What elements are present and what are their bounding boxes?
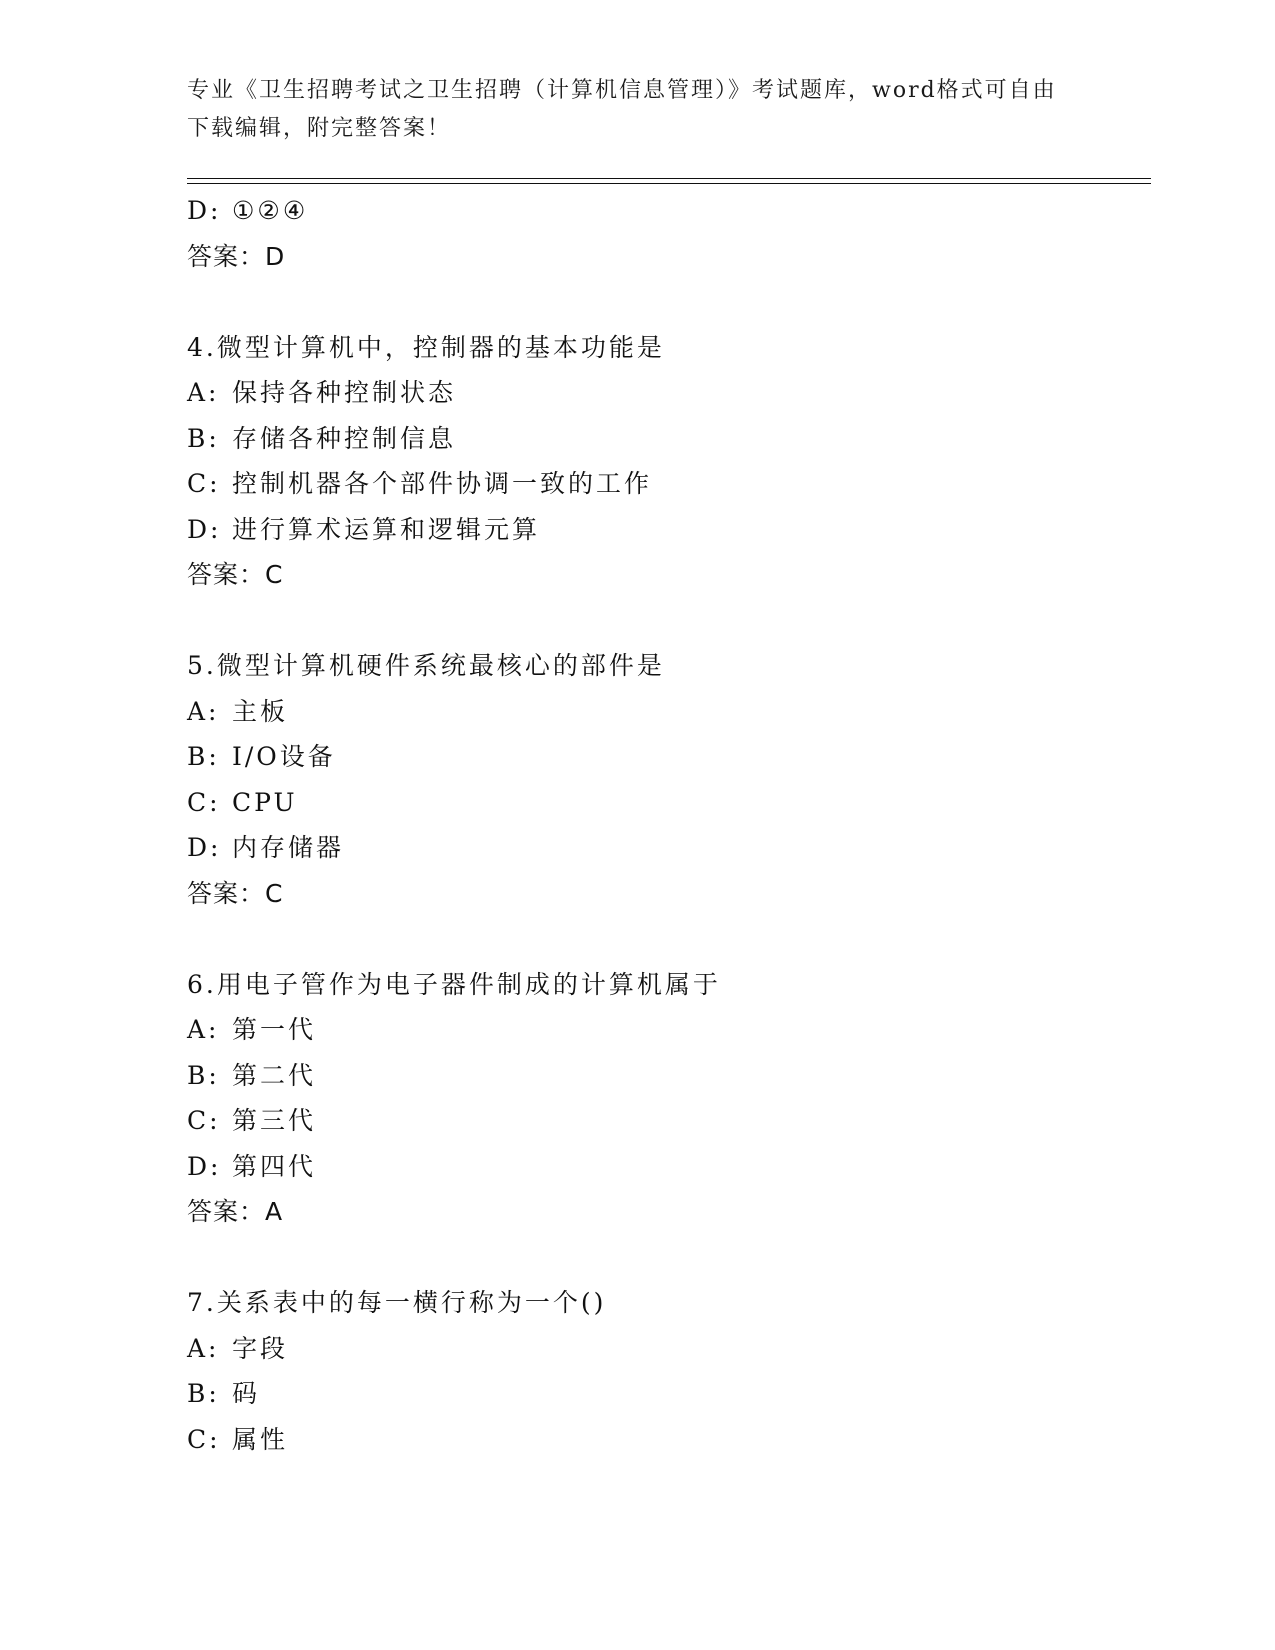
- option-text: 第四代: [232, 1151, 317, 1181]
- option-text: 字段: [232, 1333, 289, 1363]
- option-b: B: 存储各种控制信息: [187, 423, 457, 453]
- question-stem: 7.关系表中的每一横行称为一个(): [187, 1288, 607, 1317]
- option-a: A: 主板: [187, 696, 289, 726]
- answer: 答案：A: [187, 1197, 284, 1226]
- option-d: D: 进行算术运算和逻辑元算: [187, 514, 541, 544]
- option-d: D: 内存储器: [187, 833, 345, 862]
- prev-answer: 答案：D: [187, 241, 286, 271]
- option-a: A: 保持各种控制状态: [187, 378, 457, 407]
- option-text: 第一代: [232, 1015, 317, 1044]
- answer: 答案：C: [187, 560, 284, 589]
- option-a: A: 第一代: [187, 1015, 317, 1044]
- option-d: D: 第四代: [187, 1151, 317, 1181]
- option-b: B: 码: [187, 1379, 261, 1408]
- option-c: C: 控制机器各个部件协调一致的工作: [187, 469, 653, 498]
- option-c: C: 第三代: [187, 1106, 317, 1135]
- prev-option-d: D: ①②④: [187, 196, 309, 225]
- option-text: 进行算术运算和逻辑元算: [232, 514, 541, 544]
- spacer: [187, 916, 1147, 962]
- spacer: [187, 279, 1147, 325]
- spacer: [187, 1235, 1147, 1281]
- option-text: 第三代: [232, 1106, 317, 1135]
- option-text: 主板: [232, 696, 289, 726]
- question-stem: 6.用电子管作为电子器件制成的计算机属于: [187, 969, 721, 999]
- option-text: 存储各种控制信息: [232, 423, 457, 453]
- header-text: 专业《卫生招聘考试之卫生招聘（计算机信息管理）》考试题库，word格式可自由下载编辑，附完整答案！: [187, 78, 1057, 141]
- option-text: 控制机器各个部件协调一致的工作: [232, 469, 653, 498]
- document-header: [187, 72, 1067, 148]
- option-text: 属性: [232, 1424, 289, 1454]
- option-c: C: 属性: [187, 1424, 289, 1454]
- question-stem: 4.微型计算机中，控制器的基本功能是: [187, 332, 665, 362]
- option-text: ①②④: [232, 196, 309, 225]
- option-b: B: 第二代: [187, 1060, 317, 1090]
- option-b: B: I/O设备: [187, 742, 336, 771]
- question-list: [187, 188, 1147, 1462]
- question-stem: 5.微型计算机硬件系统最核心的部件是: [187, 651, 665, 680]
- option-text: 码: [232, 1379, 261, 1408]
- option-text: CPU: [232, 787, 298, 817]
- answer: 答案：C: [187, 878, 284, 908]
- option-a: A: 字段: [187, 1333, 289, 1363]
- option-text: 内存储器: [232, 833, 345, 862]
- option-c: C: CPU: [187, 787, 298, 817]
- header-rule-bottom: [187, 183, 1151, 184]
- option-text: 保持各种控制状态: [232, 378, 457, 407]
- option-text: 第二代: [232, 1060, 317, 1090]
- header-rule-top: [187, 178, 1151, 179]
- spacer: [187, 598, 1147, 644]
- option-text: I/O设备: [232, 742, 336, 771]
